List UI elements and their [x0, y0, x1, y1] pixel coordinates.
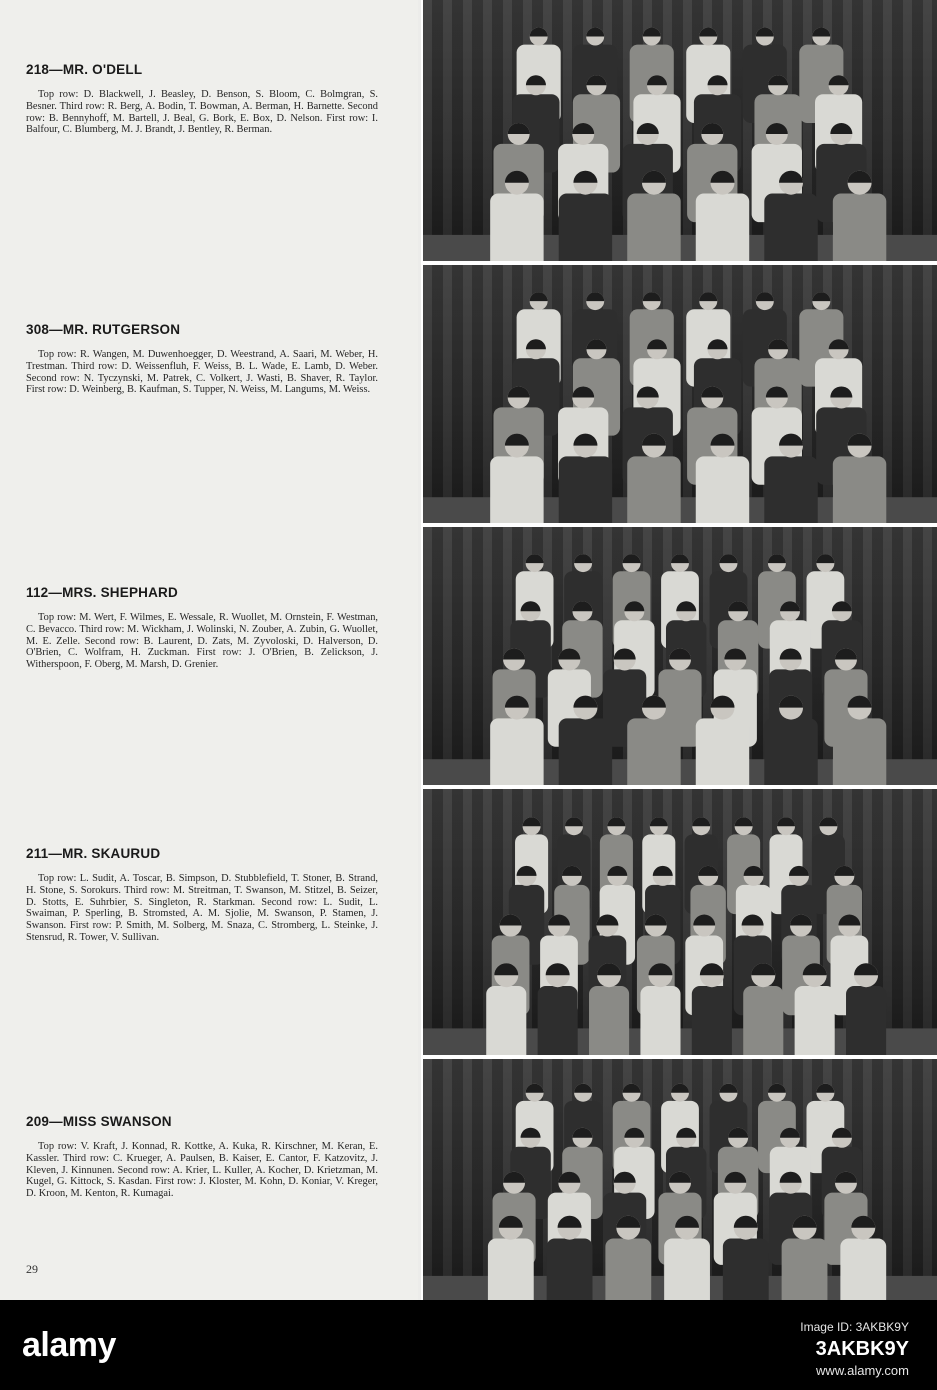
photo-column	[421, 0, 937, 1300]
section-caption: Top row: M. Wert, F. Wilmes, E. Wessale, R. Wuollet, M. Ornstein, F. Westman, C. Bevacco. Third row: M. Wickham, J. Wolinski, N. Zouber, A. Zubin, G. Wuollet, M. E. Zelle. Second row: B. Laurent, D. Zats, M. Zyvoloski, D. Halverson, D. O'Brien, C. Wolfram, H. Zuckman. First row: J. O'Brien, B. Zelickson, J. Witherspoon, F. Oberg, M. Marsh, D. Grenier.	[26, 612, 378, 671]
class-photo	[423, 789, 937, 1055]
site-url: www.alamy.com	[816, 1363, 909, 1378]
section-caption: Top row: V. Kraft, J. Konnad, R. Kottke, A. Kuka, R. Kirschner, M. Keran, E. Kassler. Third row: C. Krueger, A. Paulsen, B. Kaiser, E. Cantor, F. Katzovitz, J. Kleven, J. Kinnunen. Second row: A. Krier, L. Kuller, A. Kocher, D. Krietzman, M. Kugel, G. Kittock, S. Kasdan. First row: J. Kloster, M. Kohn, D. Koniar, V. Kreger, D. Kroon, M. Kenton, R. Kumagai.	[26, 1141, 378, 1200]
image-id-label: Image ID: 3AKBK9Y	[800, 1320, 909, 1334]
class-photo	[423, 265, 937, 523]
brand-logo: alamy	[22, 1326, 116, 1364]
section-caption: Top row: R. Wangen, M. Duwenhoegger, D. Weestrand, A. Saari, M. Weber, H. Trestman. Third row: D. Weissenfluh, F. Weiss, B. L. Wade, E. Lamb, D. Weber. Second row: N. Tyczynski, M. Patrek, C. Volkert, J. Wasti, B. Shaver, R. Taylor. First row: D. Weinberg, B. Kaufman, S. Tupper, N. Weiss, M. Langums, M. Weiss.	[26, 349, 378, 396]
class-section-211	[26, 846, 378, 944]
class-photo	[423, 0, 937, 261]
page-number: 29	[26, 1262, 38, 1276]
watermark-footer	[0, 1300, 937, 1390]
section-heading: 209—MISS SWANSON	[26, 1114, 172, 1129]
text-column	[0, 0, 418, 1300]
class-section-218	[26, 62, 378, 136]
section-heading: 211—MR. SKAURUD	[26, 846, 161, 861]
section-heading: 218—MR. O'DELL	[26, 62, 143, 77]
section-heading: 112—MRS. SHEPHARD	[26, 585, 178, 600]
class-section-112	[26, 585, 378, 671]
stock-image-info	[800, 1316, 909, 1382]
section-caption: Top row: L. Sudit, A. Toscar, B. Simpson, D. Stubblefield, T. Stoner, B. Strand, H. Stone, S. Sorokurs. Third row: M. Streitman, T. Swanson, M. Stitzel, B. Seizer, D. Stotts, E. Suhrbier, S. Singleton, R. Starkman. Second row: L. Sudit, L. Swaiman, P. Sperling, B. Stromsted, A. M. Sjolie, M. Swanson, P. Stamen, J. Swanson. First row: P. Smith, M. Solberg, M. Snaza, C. Stromberg, L. Steinke, J. Stensrud, R. Tower, V. Sullivan.	[26, 873, 378, 943]
class-photo	[423, 1059, 937, 1300]
class-section-209	[26, 1114, 378, 1200]
section-heading: 308—MR. RUTGERSON	[26, 322, 181, 337]
image-id-code: 3AKBK9Y	[815, 1338, 909, 1360]
class-section-308	[26, 322, 378, 396]
class-photo	[423, 527, 937, 785]
section-caption: Top row: D. Blackwell, J. Beasley, D. Benson, S. Bloom, C. Bolmgran, S. Besner. Third row: R. Berg, A. Bodin, T. Bowman, A. Berman, H. Barnette. Second row: B. Bennyhoff, M. Bartell, J. Beal, G. Bork, E. Box, D. Nelson. First row: I. Balfour, C. Blumberg, M. J. Brandt, J. Bentley, R. Berman.	[26, 89, 378, 136]
